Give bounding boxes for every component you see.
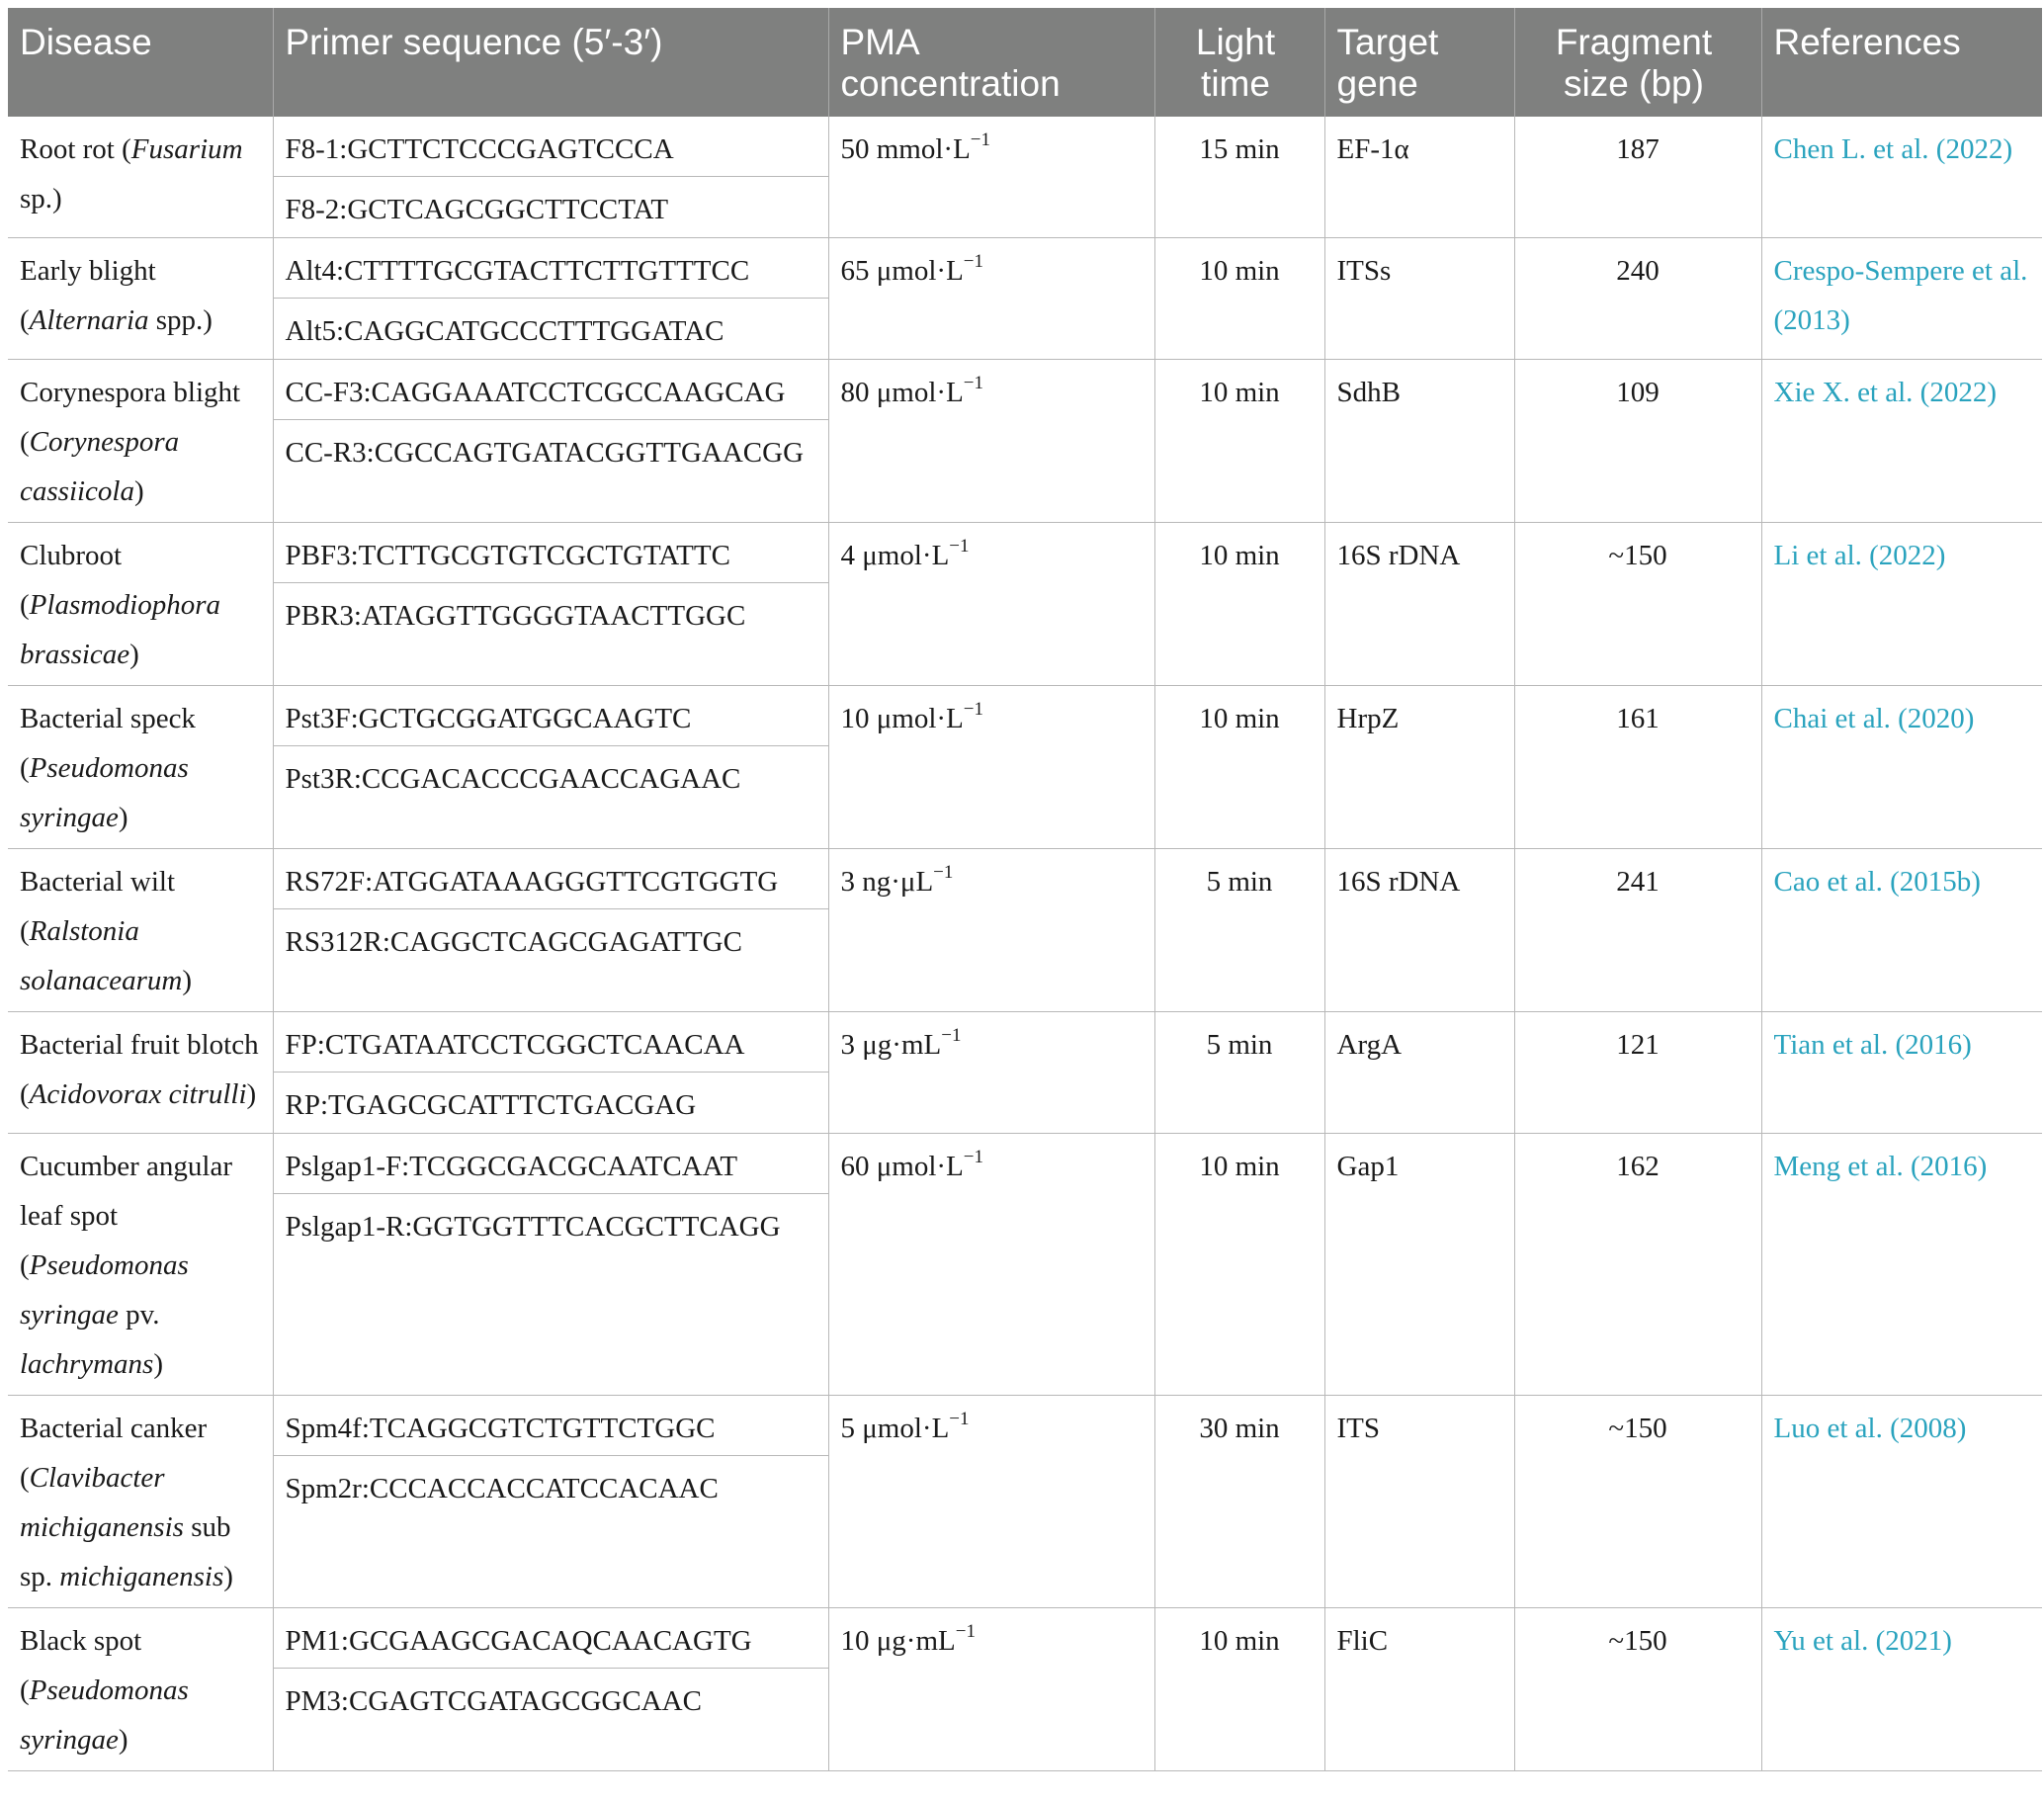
target-gene-cell	[1324, 849, 1514, 1012]
target-gene-cell	[1324, 360, 1514, 523]
forward-primer: Pslgap1-F:TCGGCGACGCAATCAAT	[274, 1134, 828, 1194]
reference-cell	[1761, 523, 2042, 686]
light-time-cell	[1154, 1134, 1324, 1396]
light-time-cell	[1154, 1396, 1324, 1608]
reference-link[interactable]: Crespo-Sempere et al. (2013)	[1773, 255, 2028, 336]
light-time-cell	[1154, 360, 1324, 523]
pma-cell	[828, 1012, 1154, 1134]
light-time-cell	[1154, 1608, 1324, 1771]
pma-cell	[828, 686, 1154, 849]
light-time: 5 min	[1206, 866, 1273, 898]
fragment-size: ~150	[1608, 1413, 1667, 1444]
pma-exponent: −1	[970, 129, 991, 151]
disease-cell	[8, 117, 273, 238]
reference-link[interactable]: Tian et al. (2016)	[1773, 1029, 1972, 1061]
disease-name: Clubroot (	[20, 540, 123, 621]
reference-link[interactable]: Chen L. et al. (2022)	[1773, 133, 2013, 165]
pma-cell	[828, 117, 1154, 238]
reverse-primer: PM3:CGAGTCGATAGCGGCAAC	[285, 1685, 702, 1717]
header-target-gene	[1324, 8, 1514, 117]
pma-exponent: −1	[963, 699, 984, 721]
pma-cell	[828, 1134, 1154, 1396]
reference-cell	[1761, 1608, 2042, 1771]
pma-cell	[828, 360, 1154, 523]
header-pma-line2: concentration	[840, 63, 1061, 104]
disease-name: Bacterial fruit blotch (	[20, 1029, 259, 1110]
pathogen-name: Pseudomonas syringae	[20, 1249, 189, 1331]
pathovar-name: lachrymans	[20, 1348, 154, 1380]
primer-cell	[273, 360, 828, 523]
target-gene-cell	[1324, 117, 1514, 238]
target-gene-cell	[1324, 523, 1514, 686]
forward-primer: FP:CTGATAATCCTCGGCTCAACAA	[274, 1012, 828, 1073]
reference-cell	[1761, 238, 2042, 360]
fragment-size-cell	[1514, 1134, 1761, 1396]
table-row	[8, 1396, 2042, 1608]
table-body	[8, 117, 2042, 1771]
light-time: 10 min	[1199, 1151, 1280, 1182]
reverse-primer: PBR3:ATAGGTTGGGGTAACTTGGC	[285, 600, 746, 632]
fragment-size: 161	[1616, 703, 1660, 734]
pma-exponent: −1	[949, 536, 970, 558]
primer-cell	[273, 117, 828, 238]
reverse-primer: Pslgap1-R:GGTGGTTTCACGCTTCAGG	[285, 1211, 781, 1243]
fragment-size: 187	[1616, 133, 1660, 165]
disease-cell	[8, 686, 273, 849]
primer-cell	[273, 849, 828, 1012]
header-disease	[8, 8, 273, 117]
fragment-size-cell	[1514, 1396, 1761, 1608]
primer-cell	[273, 1396, 828, 1608]
forward-primer: PM1:GCGAAGCGACAQCAACAGTG	[274, 1608, 828, 1669]
header-pma-line1: PMA	[840, 22, 920, 62]
pma-exponent: −1	[949, 1409, 970, 1430]
pma-cell	[828, 238, 1154, 360]
pma-value: 3 μg·mL	[840, 1029, 942, 1061]
light-time: 10 min	[1199, 703, 1280, 734]
pathogen-name: Fusarium	[130, 133, 243, 165]
light-time: 5 min	[1206, 1029, 1273, 1061]
disease-cell	[8, 1012, 273, 1134]
disease-cell	[8, 523, 273, 686]
reverse-primer: CC-R3:CGCCAGTGATACGGTTGAACGG	[285, 437, 805, 469]
pma-exponent: −1	[963, 1147, 984, 1168]
reverse-primer: Alt5:CAGGCATGCCCTTTGGATAC	[285, 315, 724, 347]
disease-cell	[8, 1134, 273, 1396]
pma-exponent: −1	[955, 1621, 976, 1643]
disease-name: Bacterial canker (	[20, 1413, 208, 1494]
disease-cell	[8, 238, 273, 360]
reference-cell	[1761, 117, 2042, 238]
primer-cell	[273, 238, 828, 360]
table-row	[8, 117, 2042, 238]
disease-tail: sp.)	[20, 183, 62, 215]
pma-value: 3 ng·μL	[840, 866, 934, 898]
target-gene: ArgA	[1336, 1029, 1403, 1061]
reference-cell	[1761, 360, 2042, 523]
disease-tail-close: )	[223, 1561, 233, 1592]
pma-cell	[828, 849, 1154, 1012]
reverse-primer: RP:TGAGCGCATTTCTGACGAG	[285, 1089, 697, 1121]
pma-value: 50 mmol·L	[840, 133, 971, 165]
reference-link[interactable]: Xie X. et al. (2022)	[1773, 377, 1997, 408]
light-time: 10 min	[1199, 540, 1280, 571]
reference-cell	[1761, 686, 2042, 849]
target-gene: SdhB	[1336, 377, 1401, 408]
fragment-size-cell	[1514, 360, 1761, 523]
target-gene: HrpZ	[1336, 703, 1400, 734]
light-time: 10 min	[1199, 1625, 1280, 1657]
target-gene-cell	[1324, 686, 1514, 849]
reference-link[interactable]: Luo et al. (2008)	[1773, 1413, 1967, 1444]
reverse-primer: Pst3R:CCGACACCCGAACCAGAAC	[285, 763, 741, 795]
fragment-size-cell	[1514, 1608, 1761, 1771]
table-row	[8, 1608, 2042, 1771]
primer-cell	[273, 1134, 828, 1396]
fragment-size-cell	[1514, 1012, 1761, 1134]
forward-primer: F8-1:GCTTCTCCCGAGTCCCA	[274, 117, 828, 177]
fragment-size: ~150	[1608, 540, 1667, 571]
pma-value: 80 μmol·L	[840, 377, 964, 408]
forward-primer: Alt4:CTTTTGCGTACTTCTTGTTTCC	[274, 238, 828, 299]
pma-value: 10 μg·mL	[840, 1625, 956, 1657]
forward-primer: PBF3:TCTTGCGTGTCGCTGTATTC	[274, 523, 828, 583]
reference-cell	[1761, 1134, 2042, 1396]
header-fragment-line2: size (bp)	[1564, 63, 1704, 104]
header-pma-concentration	[828, 8, 1154, 117]
target-gene: EF-1α	[1336, 133, 1409, 165]
pathogen-name: Acidovorax citrulli	[29, 1078, 247, 1110]
header-light-time	[1154, 8, 1324, 117]
pathogen-name: Plasmodiophora brassicae	[20, 589, 221, 670]
header-target-line1: Target	[1336, 22, 1439, 62]
reference-link[interactable]: Yu et al. (2021)	[1773, 1625, 1952, 1657]
target-gene: 16S rDNA	[1336, 866, 1461, 898]
primer-cell	[273, 686, 828, 849]
pathogen-name: Pseudomonas syringae	[20, 1674, 189, 1756]
disease-name: Bacterial wilt (	[20, 866, 176, 947]
table-row	[8, 686, 2042, 849]
target-gene: ITSs	[1336, 255, 1392, 287]
fragment-size-cell	[1514, 523, 1761, 686]
header-row	[8, 8, 2042, 117]
disease-cell	[8, 1396, 273, 1608]
pathogen-name: Corynespora cassiicola	[20, 426, 180, 507]
reverse-primer: Spm2r:CCCACCACCATCCACAAC	[285, 1473, 719, 1504]
disease-cell	[8, 1608, 273, 1771]
forward-primer: RS72F:ATGGATAAAGGGTTCGTGGTG	[274, 849, 828, 909]
table-row	[8, 1012, 2042, 1134]
header-disease-label: Disease	[20, 22, 152, 62]
pma-value: 65 μmol·L	[840, 255, 964, 287]
pathogen-name: Pseudomonas syringae	[20, 752, 189, 833]
light-time-cell	[1154, 1012, 1324, 1134]
reference-link[interactable]: Meng et al. (2016)	[1773, 1151, 1988, 1182]
table-row	[8, 849, 2042, 1012]
target-gene: FliC	[1336, 1625, 1389, 1657]
forward-primer: Spm4f:TCAGGCGTCTGTTCTGGC	[274, 1396, 828, 1456]
pma-exponent: −1	[941, 1025, 962, 1047]
pma-exponent: −1	[933, 862, 954, 884]
pma-cell	[828, 1396, 1154, 1608]
light-time-cell	[1154, 117, 1324, 238]
target-gene: 16S rDNA	[1336, 540, 1461, 571]
disease-tail: )	[134, 475, 144, 507]
table-row	[8, 523, 2042, 686]
pathogen-name: Alternaria	[29, 304, 149, 336]
fragment-size: 162	[1616, 1151, 1660, 1182]
target-gene-cell	[1324, 238, 1514, 360]
pma-value: 10 μmol·L	[840, 703, 964, 734]
light-time-cell	[1154, 238, 1324, 360]
disease-tail-close: )	[153, 1348, 163, 1380]
disease-tail: )	[129, 639, 139, 670]
primer-table	[8, 8, 2042, 1771]
header-light-line1: Light	[1195, 22, 1276, 62]
disease-tail: spp.)	[148, 304, 213, 336]
reference-link[interactable]: Cao et al. (2015b)	[1773, 866, 1981, 898]
pma-value: 5 μmol·L	[840, 1413, 950, 1444]
table-row	[8, 1134, 2042, 1396]
light-time-cell	[1154, 523, 1324, 686]
disease-tail: )	[118, 1724, 128, 1756]
disease-name: Root rot (	[20, 133, 131, 165]
header-references-label: References	[1773, 22, 1961, 62]
pma-exponent: −1	[963, 251, 984, 273]
reference-link[interactable]: Li et al. (2022)	[1773, 540, 1946, 571]
primer-cell	[273, 1608, 828, 1771]
pma-cell	[828, 523, 1154, 686]
pathogen-name: Ralstonia solanacearum	[20, 915, 183, 996]
header-primer-label: Primer sequence (5′-3′)	[285, 22, 663, 62]
forward-primer: CC-F3:CAGGAAATCCTCGCCAAGCAG	[274, 360, 828, 420]
target-gene-cell	[1324, 1134, 1514, 1396]
table-row	[8, 360, 2042, 523]
header-fragment-size	[1514, 8, 1761, 117]
disease-tail: )	[246, 1078, 257, 1110]
fragment-size-cell	[1514, 849, 1761, 1012]
disease-cell	[8, 849, 273, 1012]
primer-cell	[273, 1012, 828, 1134]
reference-cell	[1761, 849, 2042, 1012]
disease-name: Early blight (	[20, 255, 156, 336]
disease-name: Corynespora blight (	[20, 377, 241, 458]
primer-table-container	[8, 8, 2042, 1771]
disease-name: Cucumber angular leaf spot (	[20, 1151, 233, 1281]
target-gene-cell	[1324, 1012, 1514, 1134]
fragment-size: 109	[1616, 377, 1660, 408]
reference-cell	[1761, 1012, 2042, 1134]
reference-link[interactable]: Chai et al. (2020)	[1773, 703, 1975, 734]
header-references	[1761, 8, 2042, 117]
reverse-primer: RS312R:CAGGCTCAGCGAGATTGC	[285, 926, 742, 958]
pma-value: 60 μmol·L	[840, 1151, 964, 1182]
header-fragment-line1: Fragment	[1555, 22, 1713, 62]
reference-cell	[1761, 1396, 2042, 1608]
primer-cell	[273, 523, 828, 686]
header-light-line2: time	[1201, 63, 1270, 104]
disease-tail: )	[118, 802, 128, 833]
pma-value: 4 μmol·L	[840, 540, 950, 571]
fragment-size-cell	[1514, 686, 1761, 849]
fragment-size-cell	[1514, 238, 1761, 360]
disease-name: Black spot (	[20, 1625, 142, 1706]
fragment-size: 121	[1616, 1029, 1660, 1061]
light-time: 15 min	[1199, 133, 1280, 165]
target-gene: ITS	[1336, 1413, 1380, 1444]
header-target-line2: gene	[1336, 63, 1418, 104]
light-time-cell	[1154, 686, 1324, 849]
light-time-cell	[1154, 849, 1324, 1012]
light-time: 10 min	[1199, 377, 1280, 408]
target-gene: Gap1	[1336, 1151, 1400, 1182]
fragment-size: 240	[1616, 255, 1660, 287]
table-header	[8, 8, 2042, 117]
target-gene-cell	[1324, 1396, 1514, 1608]
fragment-size: 241	[1616, 866, 1660, 898]
fragment-size: ~150	[1608, 1625, 1667, 1657]
disease-cell	[8, 360, 273, 523]
header-primer-sequence	[273, 8, 828, 117]
pma-cell	[828, 1608, 1154, 1771]
reverse-primer: F8-2:GCTCAGCGGCTTCCTAT	[285, 194, 669, 225]
pathogen-name: Clavibacter michiganensis	[20, 1462, 184, 1543]
table-row	[8, 238, 2042, 360]
subspecies-name: michiganensis	[59, 1561, 224, 1592]
disease-tail: pv.	[118, 1299, 160, 1331]
light-time: 30 min	[1199, 1413, 1280, 1444]
target-gene-cell	[1324, 1608, 1514, 1771]
fragment-size-cell	[1514, 117, 1761, 238]
disease-tail: sub sp.	[20, 1511, 231, 1592]
forward-primer: Pst3F:GCTGCGGATGGCAAGTC	[274, 686, 828, 746]
pma-exponent: −1	[963, 373, 984, 394]
light-time: 10 min	[1199, 255, 1280, 287]
disease-name: Bacterial speck (	[20, 703, 196, 784]
disease-tail: )	[182, 965, 192, 996]
